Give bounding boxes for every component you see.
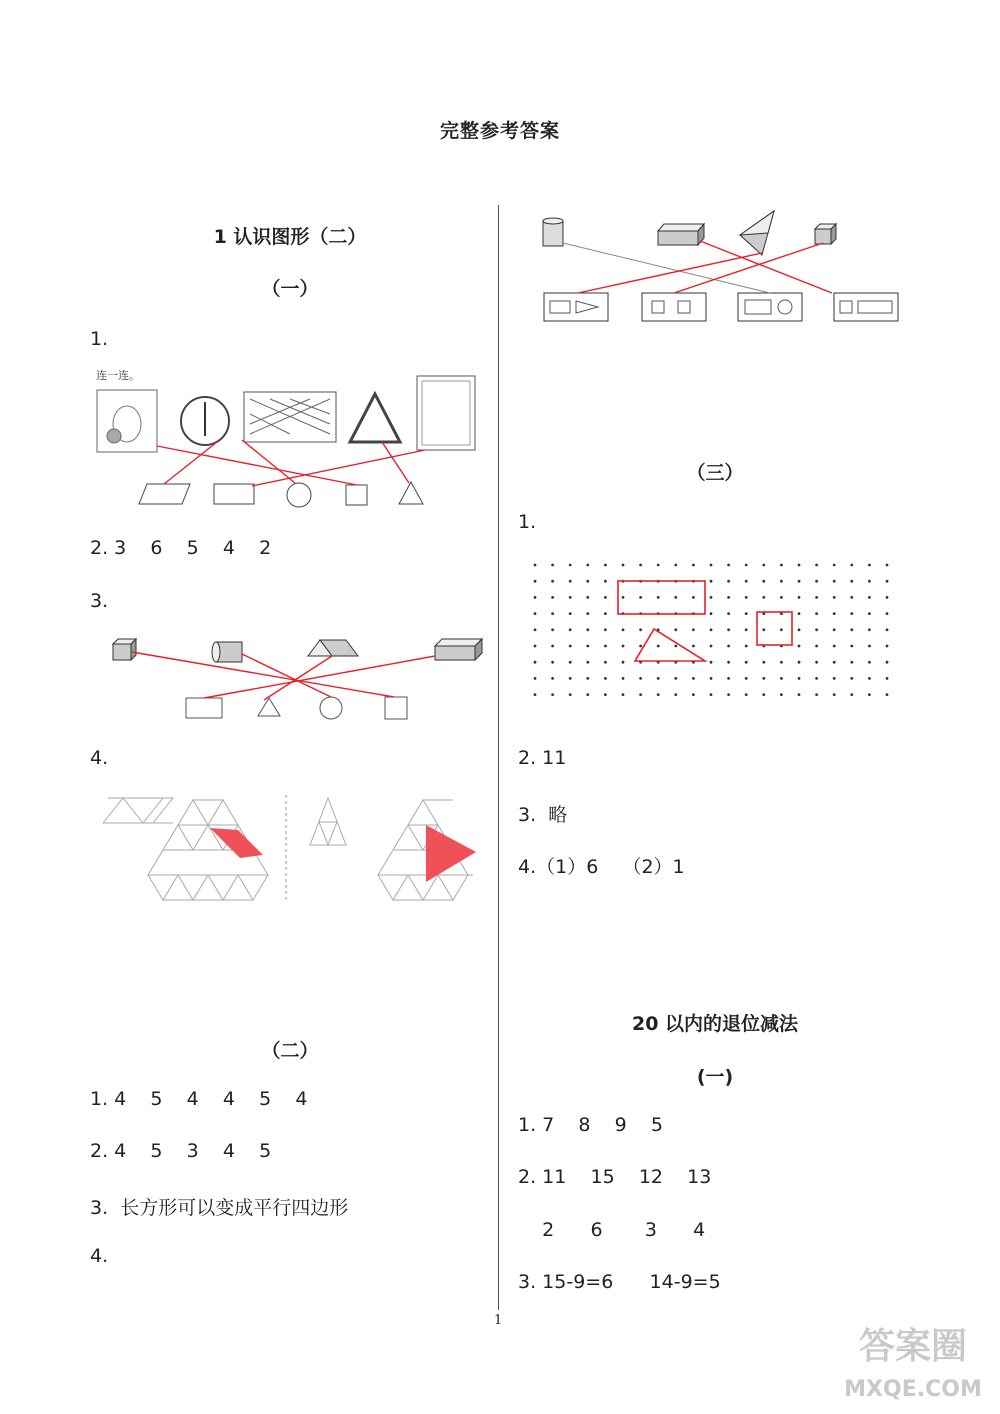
grid-dot (833, 645, 836, 648)
d2-answer-row2: 2 6 3 4 (518, 1219, 706, 1241)
b2-answer: 2. 4 5 3 4 5 (90, 1140, 272, 1162)
grid-dot (780, 628, 783, 631)
grid-dot (833, 677, 836, 680)
grid-dot (692, 628, 695, 631)
answer-box-4 (834, 293, 898, 321)
grid-dot (798, 596, 801, 599)
q1-figure (92, 364, 492, 514)
grid-dot (622, 645, 625, 648)
grid-dot (551, 677, 554, 680)
triangle-strip (103, 798, 173, 823)
grid-dot (868, 645, 871, 648)
circle-shape (320, 697, 342, 719)
grid-dot (727, 580, 730, 583)
grid-dot (798, 580, 801, 583)
grid-dot (850, 628, 853, 631)
gray-match-line (563, 243, 770, 293)
q2-answer: 2. 3 6 5 4 2 (90, 537, 272, 559)
q4-figure (98, 790, 483, 905)
grid-dot (551, 628, 554, 631)
grid-dot (886, 564, 889, 567)
grid-dot (798, 661, 801, 664)
grid-dot (780, 693, 783, 696)
grid-dot (850, 612, 853, 615)
grid-dot (780, 564, 783, 567)
grid-dot (604, 661, 607, 664)
grid-dot (850, 693, 853, 696)
grid-dot (710, 693, 713, 696)
grid-dot (833, 580, 836, 583)
grid-dot (850, 580, 853, 583)
grid-dot (534, 661, 537, 664)
grid-dot (815, 645, 818, 648)
grid-dot (604, 564, 607, 567)
grid-dot (745, 564, 748, 567)
grid-dot (569, 596, 572, 599)
small-cube-solid (815, 224, 836, 244)
grid-dot (815, 693, 818, 696)
b1-answer: 1. 4 5 4 4 5 4 (90, 1088, 308, 1110)
watermark-bottom: MXQE.COM (844, 1377, 982, 1402)
grid-dot (569, 693, 572, 696)
subsection-1: （一） (261, 278, 319, 300)
grid-dot (692, 693, 695, 696)
solids-answer-lines (578, 241, 832, 293)
c1-label: 1. (518, 511, 537, 533)
grid-dot (551, 661, 554, 664)
grid-dot (745, 693, 748, 696)
grid-dot (710, 628, 713, 631)
grid-dot (762, 661, 765, 664)
grid-dot (727, 693, 730, 696)
grid-dot (886, 645, 889, 648)
grid-dot (727, 612, 730, 615)
d3-answer: 3. 15-9=6 14-9=5 (518, 1271, 721, 1293)
grid-dot (604, 645, 607, 648)
grid-dot (674, 628, 677, 631)
grid-dot (710, 661, 713, 664)
grid-dot (886, 580, 889, 583)
grid-dot (692, 596, 695, 599)
square-shape (385, 697, 407, 719)
grid-dot (727, 628, 730, 631)
grid-dot (780, 677, 783, 680)
grid-dot (833, 612, 836, 615)
triangular-prism-solid (740, 211, 774, 255)
answer-parallelogram-fill (210, 828, 263, 858)
triangle-shape (258, 698, 280, 716)
grid-dot (551, 693, 554, 696)
grid-dot (674, 645, 677, 648)
grid-dot (534, 596, 537, 599)
grid-dot (850, 596, 853, 599)
grid-dot (745, 612, 748, 615)
grid-dot (727, 564, 730, 567)
grid-dot (727, 645, 730, 648)
grid-dot (833, 693, 836, 696)
grid-dot (657, 693, 660, 696)
grid-dot (604, 580, 607, 583)
subsection-3: （三） (686, 462, 744, 484)
grid-dot (710, 564, 713, 567)
grid-dot (534, 580, 537, 583)
grid-dot (762, 596, 765, 599)
frame-picture (417, 376, 475, 450)
grid-dot (850, 661, 853, 664)
grid-dot (657, 645, 660, 648)
grid-dot (745, 596, 748, 599)
grid-dot (586, 596, 589, 599)
grid-dot (622, 596, 625, 599)
grid-dot (639, 645, 642, 648)
grid-dot (551, 564, 554, 567)
grid-dot (569, 612, 572, 615)
grid-dot (868, 677, 871, 680)
grid-dot (622, 693, 625, 696)
q3-figure (108, 630, 488, 730)
grid-dot (868, 693, 871, 696)
grid-dot (798, 564, 801, 567)
grid-dot (886, 693, 889, 696)
grid-dot (850, 564, 853, 567)
grid-dot (868, 580, 871, 583)
grid-dot (727, 677, 730, 680)
grid-dot (780, 596, 783, 599)
grid-dot (868, 596, 871, 599)
grid-dot (569, 677, 572, 680)
small-triangle-figure (310, 798, 346, 845)
grid-dot (622, 661, 625, 664)
grid-dot (886, 612, 889, 615)
grid-dot (798, 612, 801, 615)
q1-answer-lines (157, 440, 425, 486)
rabbit-picture (97, 390, 157, 452)
grid-dot (798, 628, 801, 631)
warning-sign-icon (350, 394, 400, 442)
grid-dot (833, 564, 836, 567)
grid-dot (710, 645, 713, 648)
grid-dot (798, 693, 801, 696)
grid-dot (692, 564, 695, 567)
grid-dot (639, 693, 642, 696)
grid-dot (745, 580, 748, 583)
grid-dot (639, 564, 642, 567)
grid-dots (534, 564, 889, 696)
grid-dot (674, 693, 677, 696)
grid-dot (815, 661, 818, 664)
grid-dot (850, 645, 853, 648)
grid-dot (745, 677, 748, 680)
grid-dot (534, 645, 537, 648)
grid-dot (798, 677, 801, 680)
d2-answer: 2. 11 15 12 13 (518, 1166, 712, 1188)
q3-label: 3. (90, 590, 109, 612)
grid-dot (586, 612, 589, 615)
subsection-4: (一) (696, 1066, 734, 1088)
section-heading-shapes: 1 认识图形（二） (213, 226, 367, 248)
grid-dot (569, 564, 572, 567)
drawn-square (757, 612, 792, 645)
grid-dot (833, 596, 836, 599)
grid-dot (569, 580, 572, 583)
grid-dot (692, 645, 695, 648)
grid-dot (586, 628, 589, 631)
grid-dot (534, 677, 537, 680)
cylinder-solid (543, 218, 563, 246)
grid-dot (815, 596, 818, 599)
grid-dot (622, 564, 625, 567)
grid-dot (727, 596, 730, 599)
q1-label: 1. (90, 328, 109, 350)
q4-label: 4. (90, 747, 109, 769)
grid-dot (639, 677, 642, 680)
cylinder-solid (212, 642, 242, 662)
grid-dot (551, 612, 554, 615)
grid-dot (798, 645, 801, 648)
grid-dot (780, 580, 783, 583)
grid-dot (762, 677, 765, 680)
watermark-logo (838, 1316, 988, 1406)
parallelogram-shape (139, 484, 190, 504)
d1-answer: 1. 7 8 9 5 (518, 1114, 663, 1136)
grid-dot (762, 693, 765, 696)
grid-dot (868, 628, 871, 631)
grid-dot (604, 612, 607, 615)
rectangle-shape (214, 484, 254, 504)
grid-dot (622, 628, 625, 631)
grid-dot (710, 580, 713, 583)
grid-dot (569, 628, 572, 631)
c2-answer: 2. 11 (518, 747, 567, 769)
cuboid-solid (658, 224, 704, 245)
grid-dot (710, 612, 713, 615)
grid-dot (569, 661, 572, 664)
page-title: 完整参考答案 (439, 120, 560, 142)
column-divider (498, 205, 499, 1310)
grid-dot (815, 580, 818, 583)
c3-answer: 3. 略 (518, 804, 568, 826)
grid-dot (868, 612, 871, 615)
grid-dot (868, 661, 871, 664)
grid-dot (762, 628, 765, 631)
grid-dot (850, 677, 853, 680)
grid-dot (745, 661, 748, 664)
circle-shape (287, 483, 311, 507)
drawn-triangle (635, 629, 705, 661)
grid-dot (780, 661, 783, 664)
grid-dot (586, 645, 589, 648)
solids-matching-figure (540, 205, 905, 330)
grid-dot (551, 645, 554, 648)
grid-dot (639, 628, 642, 631)
answer-triangle-fill (426, 825, 476, 882)
grid-dot (586, 693, 589, 696)
grid-dot (815, 628, 818, 631)
section-heading-subtraction: 20 以内的退位减法 (631, 1013, 799, 1035)
grid-dot (745, 628, 748, 631)
grid-dot (762, 564, 765, 567)
grid-dot (534, 693, 537, 696)
grid-dot (710, 677, 713, 680)
grid-dot (657, 564, 660, 567)
grid-dot (604, 628, 607, 631)
triangular-prism-solid (308, 640, 358, 656)
grid-dot (586, 677, 589, 680)
grid-dot (551, 580, 554, 583)
grid-dot (815, 564, 818, 567)
grid-dot (534, 612, 537, 615)
grid-dot (727, 661, 730, 664)
drawn-rectangle (618, 581, 705, 614)
cuboid-solid (435, 639, 482, 660)
dot-grid-figure (528, 558, 903, 713)
grid-dot (551, 596, 554, 599)
rectangle-shape (186, 698, 222, 718)
grid-dot (868, 564, 871, 567)
grid-dot (833, 628, 836, 631)
grid-dot (622, 677, 625, 680)
page-number: 1 (494, 1313, 503, 1328)
grid-dot (534, 628, 537, 631)
subsection-2: （二） (261, 1040, 319, 1062)
c4-answer: 4.（1）6 （2）1 (518, 856, 685, 878)
triangle-shape (399, 482, 423, 504)
cube-solid (113, 639, 136, 660)
b4-label: 4. (90, 1245, 109, 1267)
grid-dot (833, 661, 836, 664)
grid-dot (604, 693, 607, 696)
grid-dot (710, 596, 713, 599)
q1-caption: 连一连。 (96, 369, 140, 382)
grid-dot (692, 677, 695, 680)
q3-answer-lines (132, 652, 435, 700)
grid-dot (886, 677, 889, 680)
grid-dot (586, 661, 589, 664)
b3-answer: 3. 长方形可以变成平行四边形 (90, 1197, 349, 1219)
grid-dot (534, 564, 537, 567)
grid-dot (657, 596, 660, 599)
grid-dot (586, 580, 589, 583)
grid-dot (569, 645, 572, 648)
grid-dot (674, 596, 677, 599)
grid-dot (815, 612, 818, 615)
grid-dot (657, 677, 660, 680)
grid-dot (639, 596, 642, 599)
grid-dot (745, 645, 748, 648)
grid-dot (604, 596, 607, 599)
watermark-top: 答案圈 (858, 1326, 968, 1367)
grid-dot (815, 677, 818, 680)
grid-dot (604, 677, 607, 680)
grid-dot (886, 596, 889, 599)
grid-dot (762, 580, 765, 583)
grid-dot (886, 661, 889, 664)
grid-dot (586, 564, 589, 567)
square-shape (346, 485, 367, 505)
grid-dot (674, 564, 677, 567)
grid-dot (674, 677, 677, 680)
grid-dot (886, 628, 889, 631)
